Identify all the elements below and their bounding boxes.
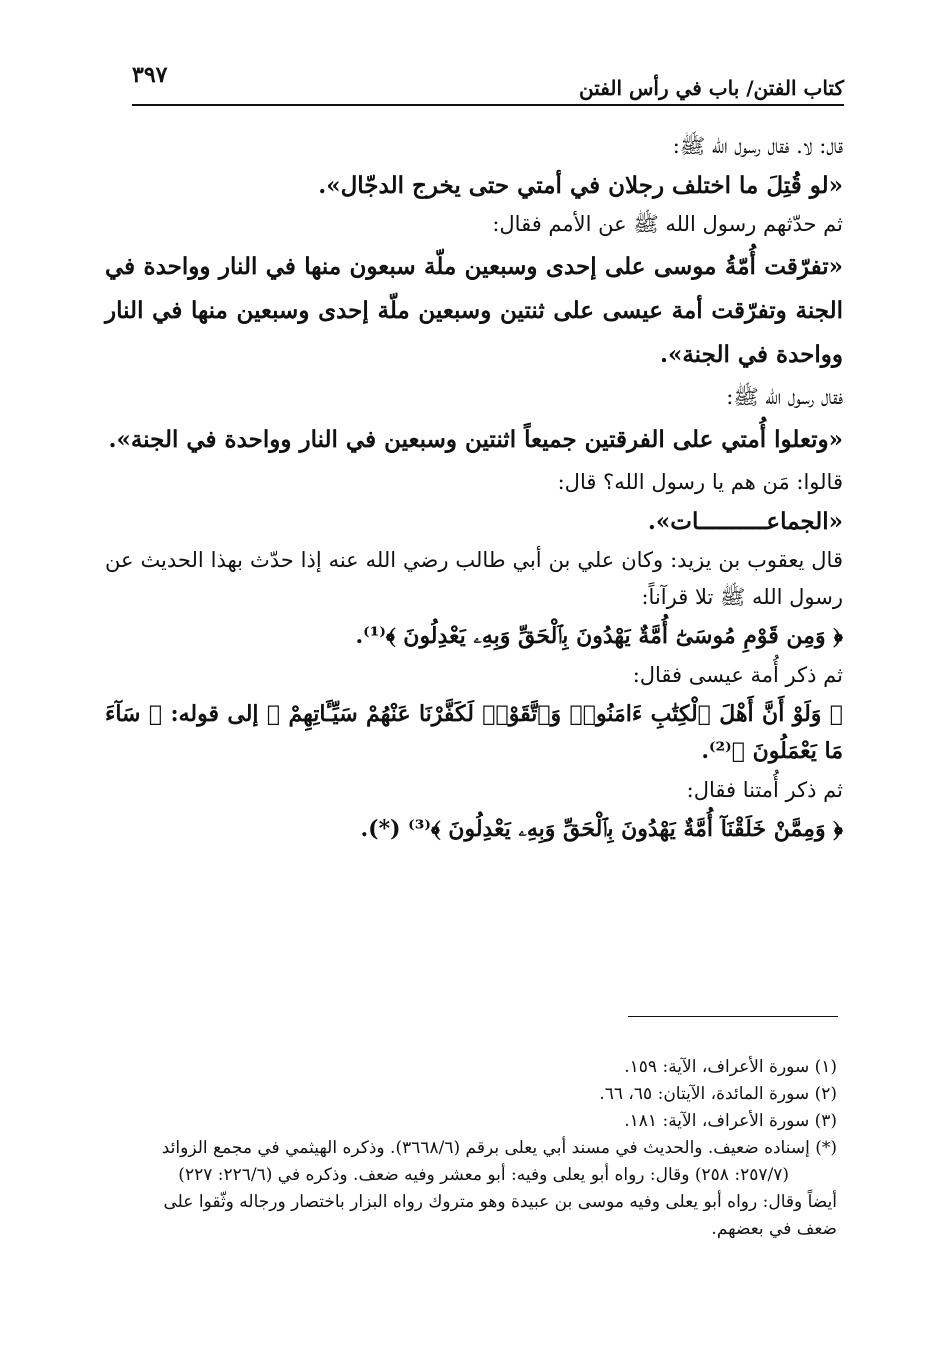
footnote-continuation: (٢٥٧/٧: ٢٥٨) وقال: رواه أبو يعلى وفيه: أبو معشر وفيه ضعف. وذكره في (٢٢٦/٦: ٢٢٧) (178, 1165, 789, 1185)
narration-line: قال: لا. فقال رسول الله ﷺ: (672, 134, 843, 158)
hadith-text: «الجماعــــــــــات». (647, 508, 843, 535)
footnote: (٢) سورة المائدة، الآيتان: ٦٥، ٦٦. (599, 1084, 837, 1104)
quran-verse: ﴿ وَمِمَّنْ خَلَقْنَآ أُمَّةٌ يَهْدُونَ بِٱلْحَقِّ وَبِهِۦ يَعْدِلُونَ ﴾⁽³⁾ (*). (360, 816, 843, 842)
narration-line: فقال رسول الله ﷺ: (726, 385, 843, 409)
footnote: (١) سورة الأعراف، الآية: ١٥٩. (624, 1057, 837, 1077)
narration-line: ثم حدّثهم رسول الله ﷺ عن الأمم فقال: (492, 212, 843, 236)
footnotes (97, 1054, 837, 1243)
footnote: (*) إسناده ضعيف. والحديث في مسند أبي يعلى برقم (٣٦٦٨/٦). وذكره الهيثمي في مجمع الزوائد (161, 1138, 837, 1158)
footnote-continuation: ضعف في بعضهم. (711, 1219, 837, 1239)
quran-verse: ﴿ وَلَوْ أَنَّ أَهْلَ ٱلْكِتَٰبِ ءَامَنُوا۟ وَٱتَّقَوْا۟ لَكَفَّرْنَا عَنْهُمْ سَيِّـَٔاتِهِمْ ﴾ إلى قوله: ﴿ سَآءَ مَا يَعْمَلُونَ ﴾⁽²⁾. (105, 701, 843, 764)
hadith-text: «تفرّقت أُمّةُ موسى على إحدى وسبعين ملّة سبعون منها في النار وواحدة في الجنة وتفرّقت أمة عيسى على ثنتين وسبعين ملّة إحدى وسبعين منها في النار وواحدة في الجنة». (105, 253, 843, 368)
running-title: كتاب الفتن/ باب في رأس الفتن (579, 76, 844, 100)
hadith-text: «وتعلوا أُمتي على الفرقتين جميعاً اثنتين وسبعين في النار وواحدة في الجنة». (108, 426, 843, 453)
page-number: ٣٩٧ (132, 62, 168, 88)
narration-line: قال يعقوب بن يزيد: وكان علي بن أبي طالب رضي الله عنه إذا حدّث بهذا الحديث عن رسول الله ﷺ تلا قرآناً: (105, 548, 843, 609)
footnote: (٣) سورة الأعراف، الآية: ١٨١. (624, 1111, 837, 1131)
narration-line: ثم ذكر أُمتنا فقال: (686, 778, 843, 802)
footnote-continuation: أيضاً وقال: رواه أبو يعلى وفيه موسى بن عبيدة وهو متروك رواه البزار باختصار ورجاله وثّقوا على (163, 1192, 837, 1212)
page-header (132, 40, 844, 106)
narration-line: قالوا: مَن هم يا رسول الله؟ قال: (557, 470, 843, 494)
narration-line: ثم ذكر أُمة عيسى فقال: (632, 663, 843, 687)
main-text (105, 128, 857, 850)
hadith-text: «لو قُتِلَ ما اختلف رجلان في أمتي حتى يخرج الدجّال». (318, 172, 843, 199)
footnote-divider (628, 1016, 838, 1017)
quran-verse: ﴿ وَمِن قَوْمِ مُوسَىٰٓ أُمَّةٌ يَهْدُونَ بِٱلْحَقِّ وَبِهِۦ يَعْدِلُونَ ﴾⁽¹⁾. (355, 623, 843, 649)
